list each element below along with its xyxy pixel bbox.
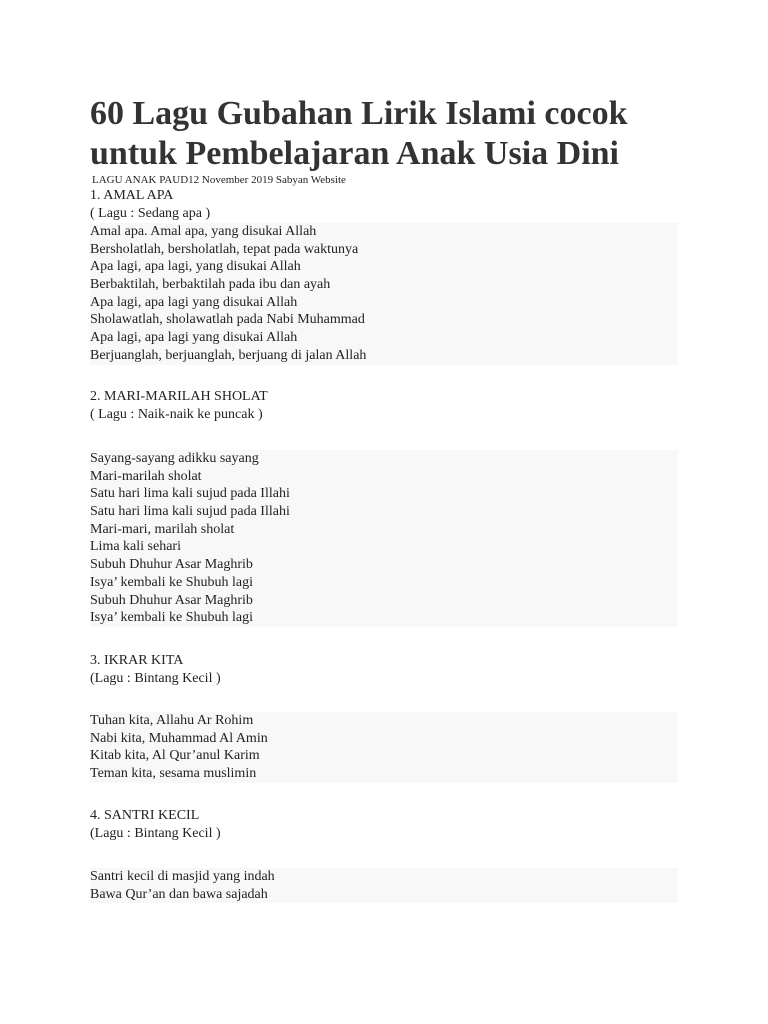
lyric-line: Teman kita, sesama muslimin (90, 766, 257, 782)
lyric-line: Mari-marilah sholat (90, 468, 202, 484)
lyric-line: Sholawatlah, sholawatlah pada Nabi Muhammad (90, 312, 365, 328)
lyrics-block (90, 450, 678, 627)
song-title: 4. SANTRI KECIL (90, 808, 200, 823)
song-tune: ( Lagu : Naik-naik ke puncak ) (90, 407, 263, 422)
song-section (90, 187, 678, 365)
lyric-line: Berbaktilah, berbaktilah pada ibu dan ayah (90, 277, 331, 293)
lyric-line: Subuh Dhuhur Asar Maghrib (90, 592, 253, 608)
lyrics-block (90, 868, 678, 903)
lyric-line: Apa lagi, apa lagi yang disukai Allah (90, 330, 298, 346)
song-section (90, 388, 678, 424)
lyric-line: Tuhan kita, Allahu Ar Rohim (90, 713, 254, 728)
post-meta: LAGU ANAK PAUD12 November 2019 Sabyan Website (92, 174, 346, 186)
song-title: 3. IKRAR KITA (90, 653, 184, 668)
lyric-line: Isya’ kembali ke Shubuh lagi (90, 610, 254, 626)
lyric-line: Apa lagi, apa lagi yang disukai Allah (90, 294, 298, 310)
song-section (90, 652, 678, 688)
lyric-line: Satu hari lima kali sujud pada Illahi (90, 486, 290, 502)
song-title: 1. AMAL APA (90, 188, 174, 203)
song-tune: (Lagu : Bintang Kecil ) (90, 826, 221, 841)
page-title: 60 Lagu Gubahan Lirik Islami cocok untuk Pembelajaran Anak Usia Dini (90, 95, 628, 172)
lyrics-block (90, 223, 678, 365)
song-title: 2. MARI-MARILAH SHOLAT (90, 389, 268, 404)
lyric-line: Subuh Dhuhur Asar Maghrib (90, 557, 253, 573)
lyric-line: Apa lagi, apa lagi, yang disukai Allah (90, 259, 301, 275)
lyric-line: Berjuanglah, berjuanglah, berjuang di jalan Allah (90, 347, 367, 363)
lyric-line: Nabi kita, Muhammad Al Amin (90, 730, 268, 746)
lyric-line: Amal apa. Amal apa, yang disukai Allah (90, 224, 317, 239)
lyric-line: Lima kali sehari (90, 539, 181, 555)
song-section (90, 807, 678, 843)
lyric-line: Bawa Qur’an dan bawa sajadah (90, 886, 268, 902)
lyric-line: Satu hari lima kali sujud pada Illahi (90, 504, 290, 520)
lyric-line: Sayang-sayang adikku sayang (90, 451, 259, 466)
song-tune: (Lagu : Bintang Kecil ) (90, 671, 221, 686)
lyric-line: Bersholatlah, bersholatlah, tepat pada waktunya (90, 241, 359, 257)
lyrics-block (90, 712, 678, 783)
lyric-line: Kitab kita, Al Qur’anul Karim (90, 748, 260, 764)
lyric-line: Mari-mari, marilah sholat (90, 521, 235, 537)
lyric-line: Santri kecil di masjid yang indah (90, 869, 275, 884)
lyric-line: Isya’ kembali ke Shubuh lagi (90, 574, 254, 590)
song-tune: ( Lagu : Sedang apa ) (90, 206, 211, 221)
